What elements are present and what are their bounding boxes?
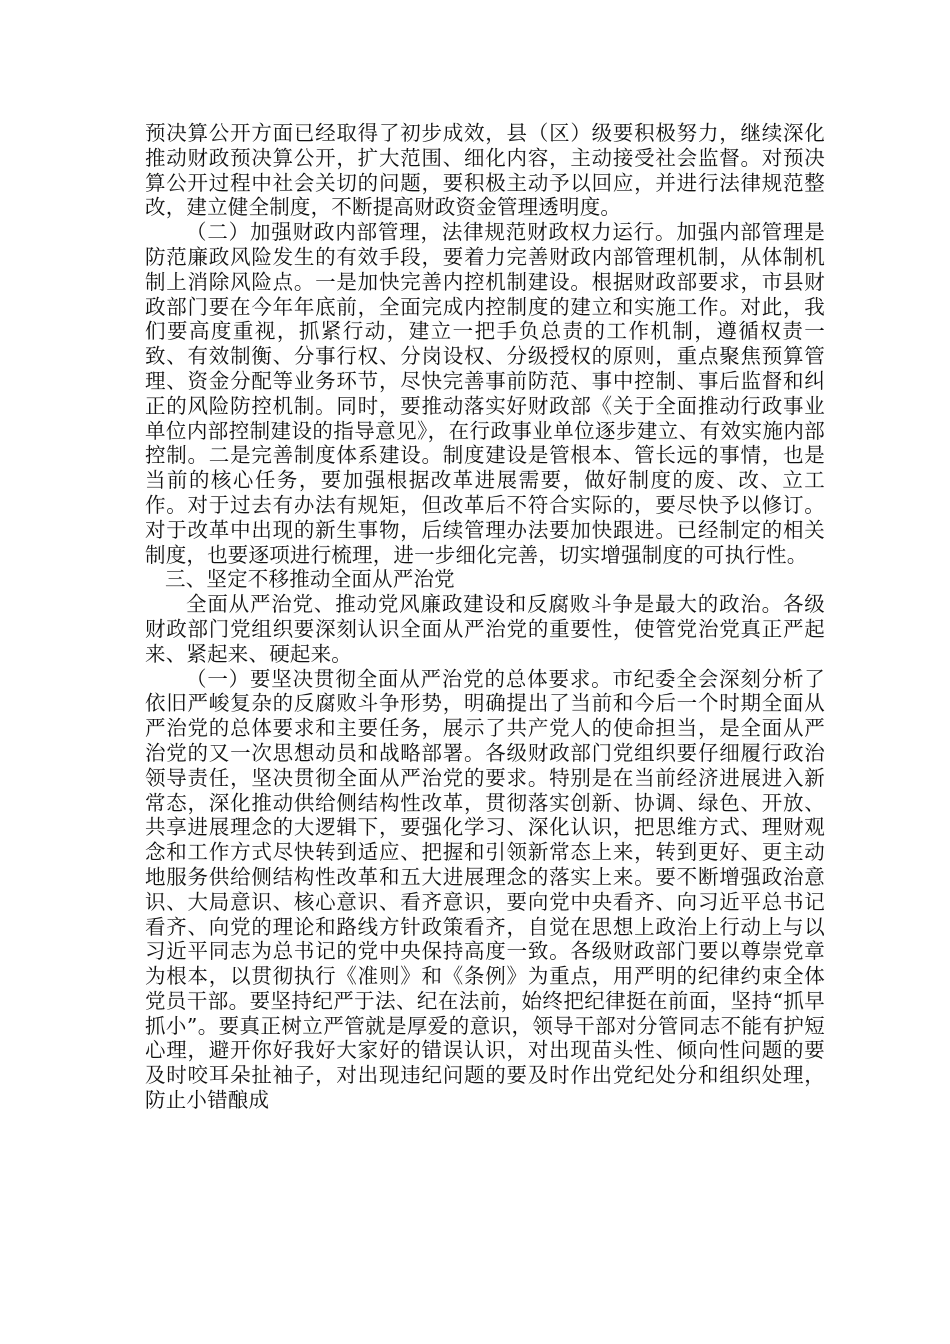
paragraph-party-governance-intro: 全面从严治党、推动党风廉政建设和反腐败斗争是最大的政治。各级财政部门党组织要深刻认识全面从严治党的重要性，使管党治党真正严起来、紧起来、硬起来。: [145, 592, 825, 666]
paragraph-overall-requirements: （一）要坚决贯彻全面从严治党的总体要求。市纪委全会深刻分析了依旧严峻复杂的反腐败斗争形势，明确提出了当前和今后一个时期全面从严治党的总体要求和主要任务，展示了共产党人的使命担当，是全面从严治党的又一次思想动员和战略部署。各级财政部门党组织要仔细履行政治领导责任，坚决贯彻全面从严治党的要求。特别是在当前经济进展进入新常态，深化推动供给侧结构性改革，贯彻落实创新、协调、绿色、开放、共享进展理念的大逻辑下，要强化学习、深化认识，把思维方式、理财观念和工作方式尽快转到适应、把握和引领新常态上来，转到更好、更主动地服务供给侧结构性改革和五大进展理念的落实上来。要不断增强政治意识、大局意识、核心意识、看齐意识，要向党中央看齐、向习近平总书记看齐、向党的理论和路线方针政策看齐，自觉在思想上政治上行动上与以习近平同志为总书记的党中央保持高度一致。各级财政部门要以尊崇党章为根本，以贯彻执行《准则》和《条例》为重点，用严明的纪律约束全体党员干部。要坚持纪严于法、纪在法前，始终把纪律挺在前面，坚持“抓早抓小”。要真正树立严管就是厚爱的意识，领导干部对分管同志不能有护短心理，避开你好我好大家好的错误认识，对出现苗头性、倾向性问题的要及时咬耳朵扯袖子，对出现违纪问题的要及时作出党纪处分和组织处理，防止小错酿成: [145, 666, 825, 1113]
paragraph-internal-management: （二）加强财政内部管理，法律规范财政权力运行。加强内部管理是防范廉政风险发生的有效手段，要着力完善财政内部管理机制，从体制机制上消除风险点。一是加快完善内控机制建设。根据财政部要求，市县财政部门要在今年年底前，全面完成内控制度的建立和实施工作。对此，我们要高度重视，抓紧行动，建立一把手负总责的工作机制，遵循权责一致、有效制衡、分事行权、分岗设权、分级授权的原则，重点聚焦预算管理、资金分配等业务环节，尽快完善事前防范、事中控制、事后监督和纠正的风险防控机制。同时，要推动落实好财政部《关于全面推动行政事业单位内部控制建设的指导意见》，在行政事业单位逐步建立、有效实施内部控制。二是完善制度体系建设。制度建设是管根本、管长远的事情，也是当前的核心任务，要加强根据改革进展需要，做好制度的废、改、立工作。对于过去有办法有规矩，但改革后不符合实际的，要尽快予以修订。对于改革中出现的新生事物，后续管理办法要加快跟进。已经制定的相关制度，也要逐项进行梳理，进一步细化完善，切实增强制度的可执行性。: [145, 220, 825, 567]
section-heading-strict-party-governance: 三、坚定不移推动全面从严治党: [165, 567, 455, 592]
paragraph-continuation: 预决算公开方面已经取得了初步成效，县（区）级要积极努力，继续深化推动财政预决算公开，扩大范围、细化内容，主动接受社会监督。对预决算公开过程中社会关切的问题，要积极主动予以回应，并进行法律规范整改，建立健全制度，不断提高财政资金管理透明度。: [145, 121, 825, 220]
document-body: [145, 121, 825, 1113]
